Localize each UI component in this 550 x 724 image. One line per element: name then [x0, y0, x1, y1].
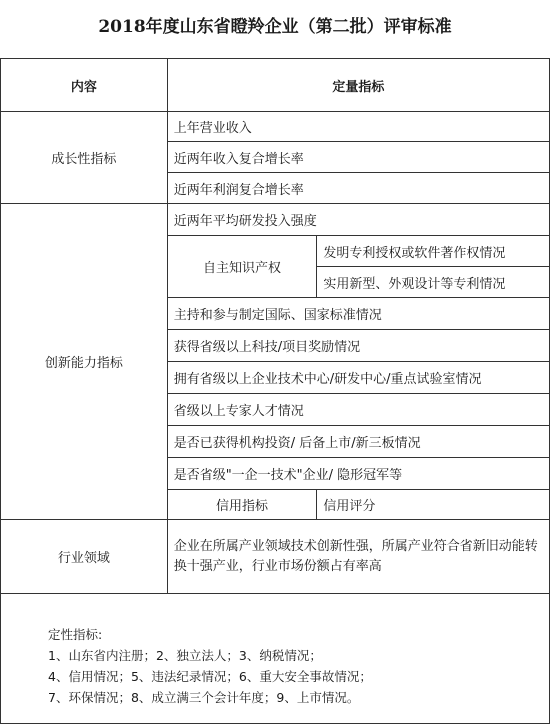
qualitative-block: [48, 624, 372, 708]
ip-item: 发明专利授权或软件著作权情况: [317, 236, 550, 267]
qualitative-line: 1、山东省内注册；2、独立法人；3、纳税情况；: [48, 648, 322, 663]
credit-value: 信用评分: [317, 490, 550, 520]
growth-label: 成长性指标: [1, 112, 168, 204]
industry-label: 行业领域: [1, 520, 168, 594]
innovation-label: 创新能力指标: [1, 204, 168, 520]
header-row: [1, 59, 550, 112]
qualitative-line: 4、信用情况；5、违法纪录情况；6、重大安全事故情况；: [48, 669, 372, 684]
table-row: [1, 520, 550, 594]
ip-label: 自主知识产权: [167, 236, 317, 298]
header-content: 内容: [1, 59, 168, 112]
innovation-item: 是否已获得机构投资/ 后备上市/新三板情况: [167, 426, 549, 458]
table-row: [1, 204, 550, 236]
innovation-item: 是否省级"一企一技术"企业/ 隐形冠军等: [167, 458, 549, 490]
qualitative-heading: 定性指标:: [48, 627, 103, 642]
credit-label: 信用指标: [167, 490, 317, 520]
table-row: [1, 112, 550, 142]
industry-value: 企业在所属产业领域技术创新性强，所属产业符合省新旧动能转换十强产业，行业市场份额占有率高: [167, 520, 549, 594]
innovation-item: 省级以上专家人才情况: [167, 394, 549, 426]
growth-item: 近两年收入复合增长率: [167, 142, 549, 173]
qualitative-line: 7、环保情况；8、成立满三个会计年度；9、上市情况。: [48, 690, 360, 705]
ip-item: 实用新型、外观设计等专利情况: [317, 267, 550, 298]
innovation-item: 拥有省级以上企业技术中心/研发中心/重点试验室情况: [167, 362, 549, 394]
innovation-rd: 近两年平均研发投入强度: [167, 204, 549, 236]
document-title: 2018年度山东省瞪羚企业（第二批）评审标准: [98, 17, 452, 37]
growth-item: 上年营业收入: [167, 112, 549, 142]
header-quantitative: 定量指标: [167, 59, 549, 112]
innovation-item: 获得省级以上科技/项目奖励情况: [167, 330, 549, 362]
growth-item: 近两年利润复合增长率: [167, 173, 549, 204]
innovation-item: 主持和参与制定国际、国家标准情况: [167, 298, 549, 330]
